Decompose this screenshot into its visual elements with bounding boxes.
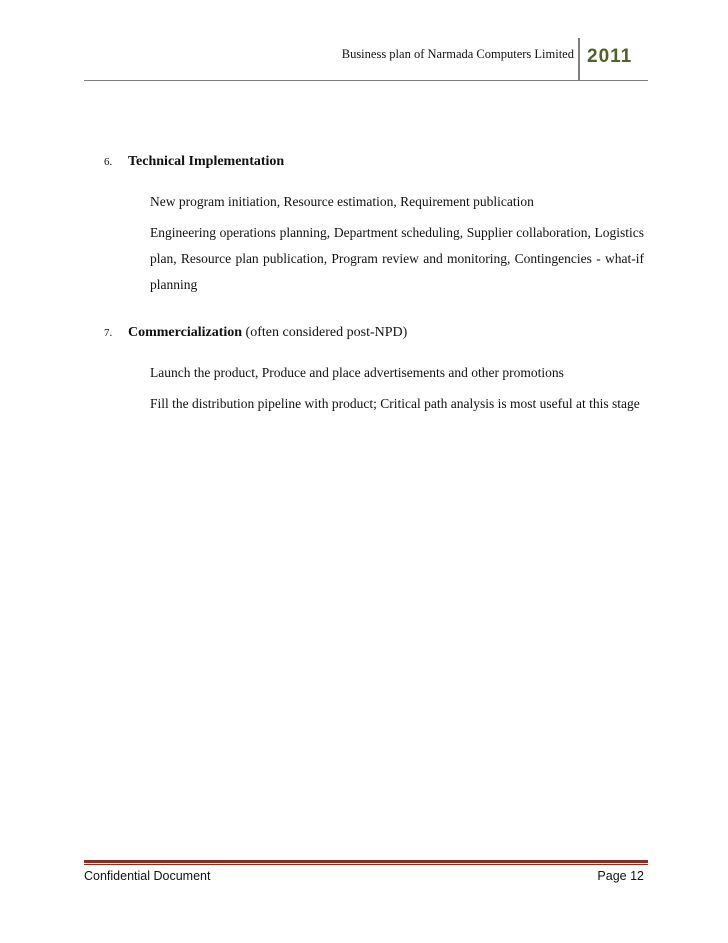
paragraph: New program initiation, Resource estimation, Requirement publication [150, 194, 534, 209]
header-year: 2011 [587, 46, 633, 67]
section-note: (often considered post-NPD) [242, 325, 408, 340]
footer-rule [84, 860, 648, 863]
section-title-text: Commercialization [128, 325, 243, 340]
paragraph: Launch the product, Produce and place advertisements and other promotions [150, 365, 564, 380]
footer-rule-thin [84, 864, 648, 865]
paragraph: Engineering operations planning, Department scheduling, Supplier collaboration, Logistics plan, Resource plan publication, Program review and monitoring, Contingencies - what-if planning [150, 225, 644, 292]
header-divider [578, 38, 580, 81]
section-heading [104, 152, 644, 172]
section-commercialization [104, 323, 644, 417]
header-rule [84, 80, 648, 81]
footer-page-number: Page 12 [597, 869, 644, 883]
section-heading [104, 323, 644, 343]
section-number: 6. [104, 156, 113, 168]
section-number: 7. [104, 327, 113, 339]
section-technical-implementation [104, 152, 644, 298]
page-header [84, 38, 648, 80]
section-title-text: Technical Implementation [128, 154, 285, 169]
header-title: Business plan of Narmada Computers Limited [341, 47, 574, 61]
section-title [128, 152, 284, 172]
footer-confidential-label: Confidential Document [84, 869, 211, 883]
section-title [128, 323, 407, 343]
paragraph: Fill the distribution pipeline with product; Critical path analysis is most useful at this stage [150, 396, 640, 411]
